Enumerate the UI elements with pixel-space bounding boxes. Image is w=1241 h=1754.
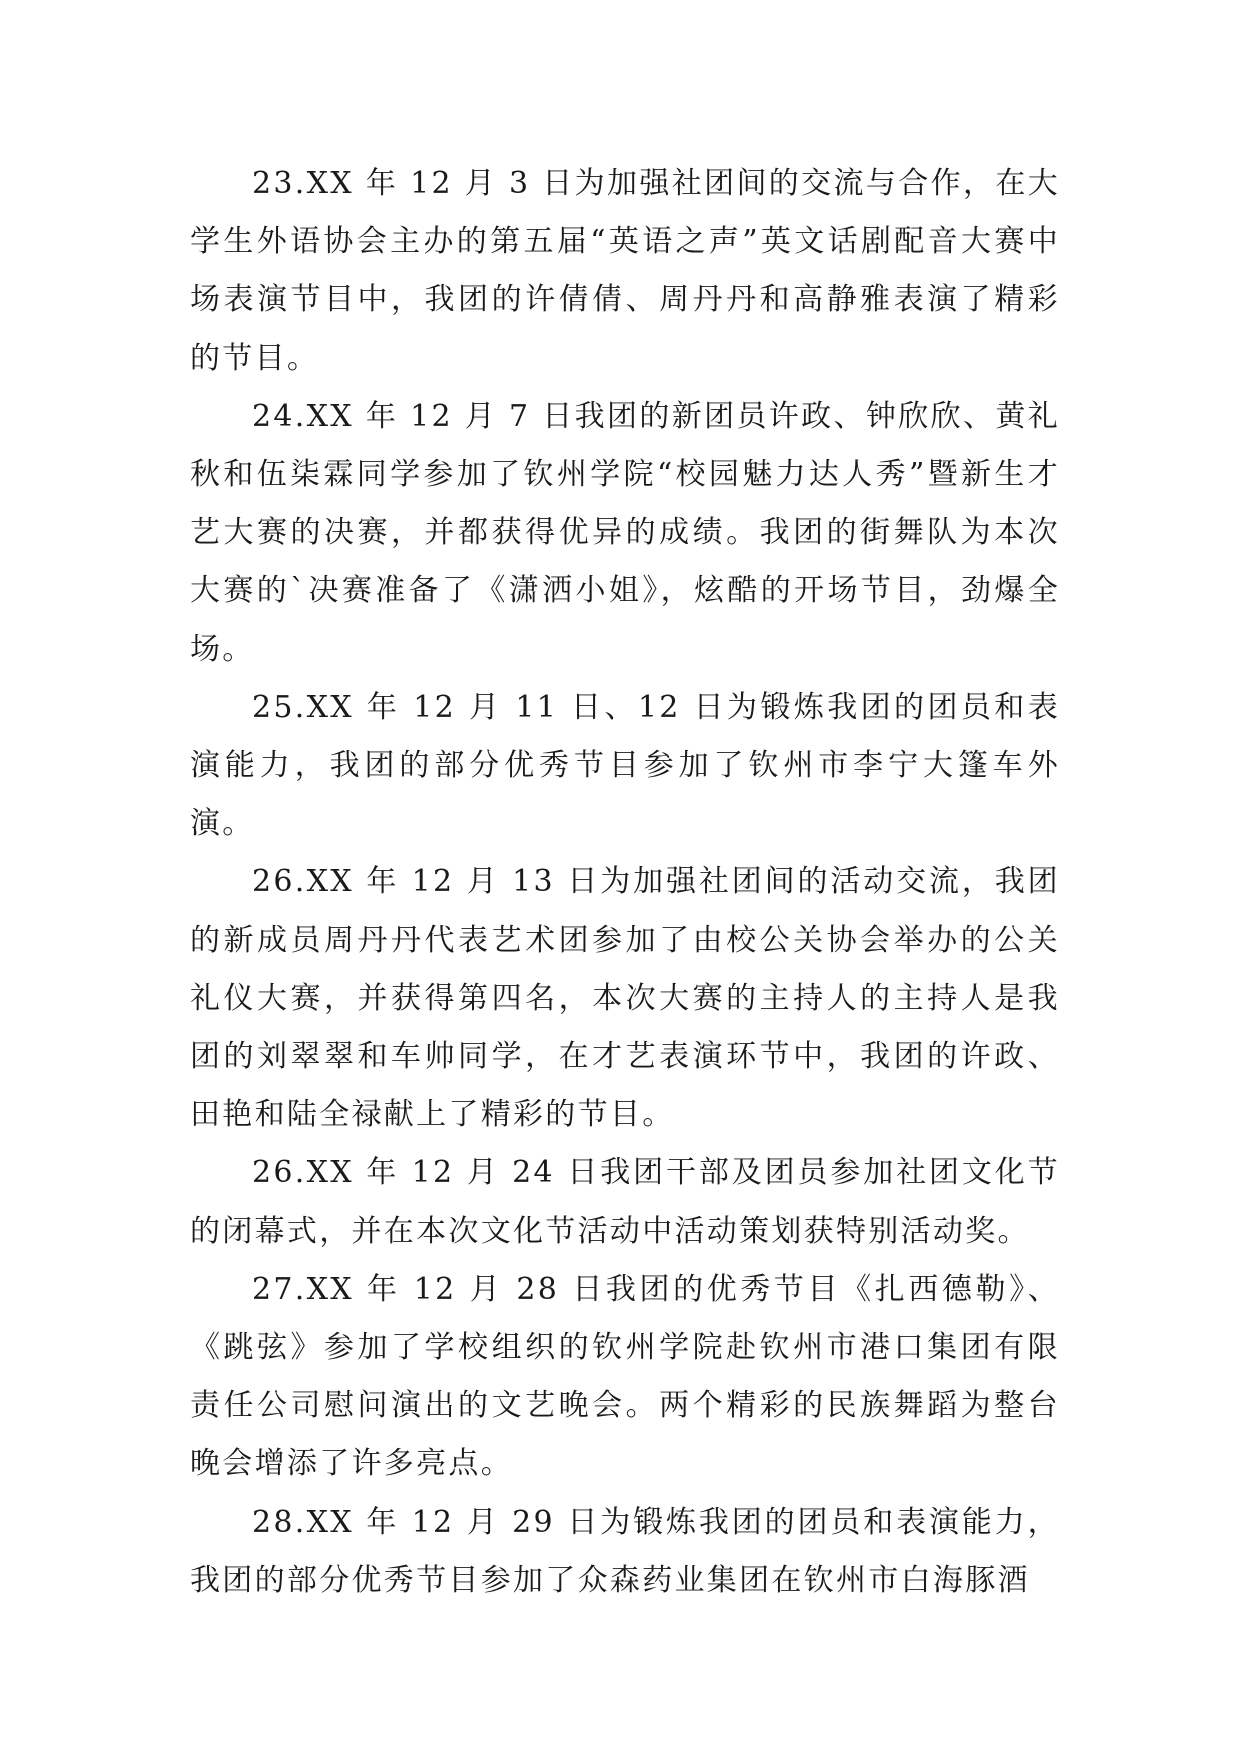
- paragraph-24: 24.XX 年 12 月 7 日我团的新团员许政、钟欣欣、黄礼秋和伍柒霖同学参加了钦州学院“校园魅力达人秀”暨新生才艺大赛的决赛，并都获得优异的成绩。我团的街舞队为本次大赛的`决赛准备了《潇洒小姐》，炫酷的开场节目，劲爆全场。: [190, 398, 1060, 667]
- document-body: [190, 155, 1060, 1610]
- paragraph-25: 25.XX 年 12 月 11 日、12 日为锻炼我团的团员和表演能力，我团的部分优秀节目参加了钦州市李宁大篷车外演。: [190, 689, 1060, 842]
- paragraph-23: 23.XX 年 12 月 3 日为加强社团间的交流与合作，在大学生外语协会主办的第五届“英语之声”英文话剧配音大赛中场表演节目中，我团的许倩倩、周丹丹和高静雅表演了精彩的节目。: [190, 166, 1060, 376]
- paragraph-26b: 26.XX 年 12 月 24 日我团干部及团员参加社团文化节的闭幕式，并在本次文化节活动中活动策划获特别活动奖。: [190, 1155, 1060, 1249]
- paragraph-27: 27.XX 年 12 月 28 日我团的优秀节目《扎西德勒》、《跳弦》参加了学校组织的钦州学院赴钦州市港口集团有限责任公司慰问演出的文艺晚会。两个精彩的民族舞蹈为整台晚会增添了许多亮点。: [190, 1271, 1060, 1482]
- paragraph-28: 28.XX 年 12 月 29 日为锻炼我团的团员和表演能力，我团的部分优秀节目参加了众森药业集团在钦州市白海豚酒: [190, 1504, 1060, 1598]
- paragraph-26a: 26.XX 年 12 月 13 日为加强社团间的活动交流，我团的新成员周丹丹代表艺术团参加了由校公关协会举办的公关礼仪大赛，并获得第四名，本次大赛的主持人的主持人是我团的刘翠翠和车帅同学，在才艺表演环节中，我团的许政、田艳和陆全禄献上了精彩的节目。: [190, 864, 1060, 1133]
